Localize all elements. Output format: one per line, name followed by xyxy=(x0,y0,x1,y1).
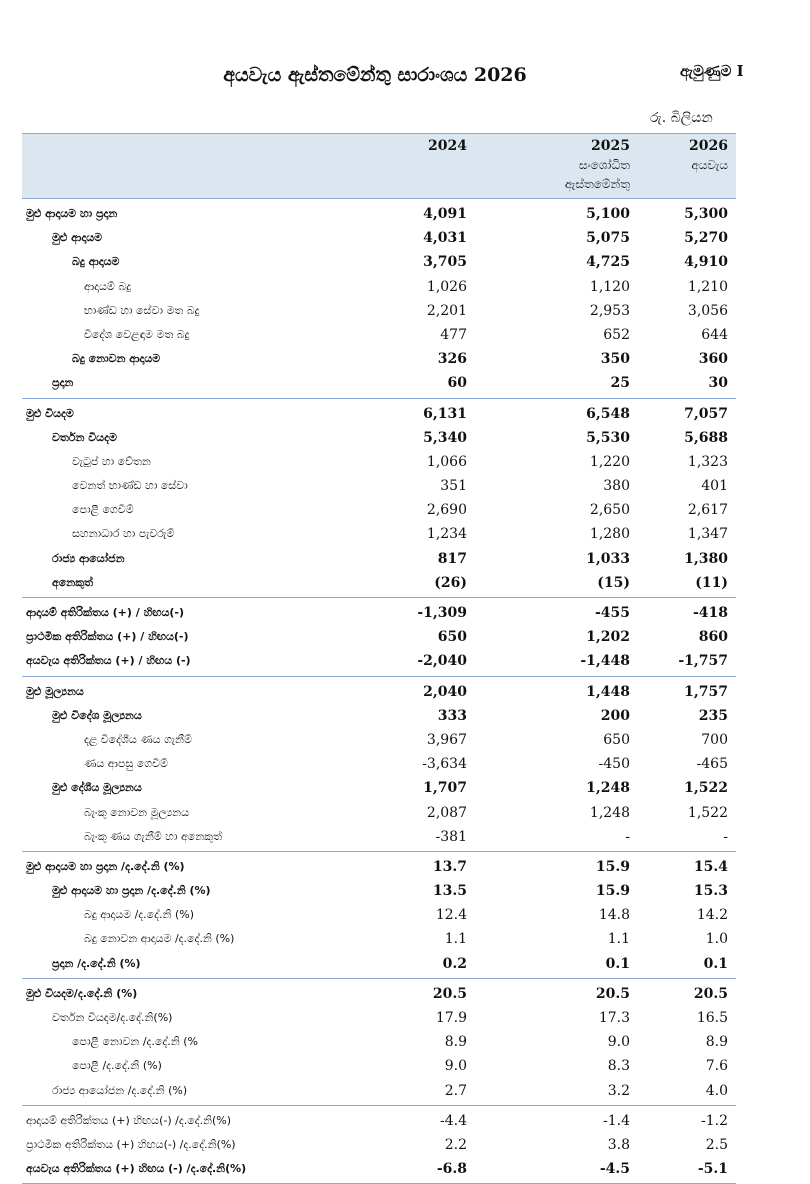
row-label: භාණ්ඩ හා සේවා මත බදු xyxy=(84,303,200,317)
table-row xyxy=(22,347,736,371)
row-value: 3,056 xyxy=(687,302,728,319)
table-row xyxy=(22,323,736,347)
row-value: 5,530 xyxy=(586,429,630,446)
table-row xyxy=(22,1133,736,1157)
row-value: 650 xyxy=(437,629,467,646)
row-value: 3,705 xyxy=(423,254,467,271)
row-value: 4,725 xyxy=(586,254,630,271)
unit-label: රු. බිලියන xyxy=(650,110,713,126)
row-label: ආදායම් අතිරික්තය (+) හිඟය(-) /ද.දේ.නි(%) xyxy=(26,1113,232,1127)
row-value: 12.4 xyxy=(435,907,467,924)
row-value: 20.5 xyxy=(432,985,467,1002)
row-label: මුළු මූල්‍යනය xyxy=(26,684,84,698)
table-row xyxy=(22,1079,736,1103)
table-row xyxy=(22,1006,736,1030)
row-value: -1.2 xyxy=(701,1112,728,1129)
row-value: 3.8 xyxy=(607,1136,630,1153)
row-value: 1,323 xyxy=(687,453,728,470)
row-value: 326 xyxy=(437,351,467,368)
row-value: 0.2 xyxy=(442,955,467,972)
row-value: 235 xyxy=(698,707,728,724)
row-label: දළ විදේශීය ණය ගැනීම් xyxy=(84,732,192,746)
table-row xyxy=(22,982,736,1006)
annex-label: ඇමුණුම I xyxy=(680,62,744,80)
table-header xyxy=(22,133,736,199)
row-value: 477 xyxy=(440,326,467,343)
table-row xyxy=(22,522,736,546)
row-value: 5,075 xyxy=(586,230,630,247)
table-row xyxy=(22,927,736,951)
row-label: අනෙකුත් xyxy=(52,575,94,589)
row-value: 1,026 xyxy=(426,278,467,295)
row-value: (15) xyxy=(597,574,630,591)
row-label: ප්‍රාථමික අතිරික්තය (+) / හිඟය(-) xyxy=(26,630,189,644)
row-value: 1,448 xyxy=(586,683,630,700)
row-value: 15.9 xyxy=(595,858,630,875)
table-row xyxy=(22,571,736,595)
row-value: 1.0 xyxy=(705,931,728,948)
row-value: 13.5 xyxy=(432,883,467,900)
row-label: මුළු වියදම/ද.දේ.නි (%) xyxy=(26,986,138,1000)
row-value: 15.9 xyxy=(595,883,630,900)
row-label: බදු නොවන ආදායම /ද.දේ.නි (%) xyxy=(84,932,235,946)
row-value: 1,347 xyxy=(687,526,728,543)
row-value: 5,300 xyxy=(684,206,728,222)
row-value: 351 xyxy=(440,478,467,495)
row-label: ණය ආපසු ගෙවීම් xyxy=(84,757,168,771)
row-label: ප්‍රදාන xyxy=(52,376,74,390)
table-row xyxy=(22,1109,736,1133)
row-value: -465 xyxy=(696,756,728,773)
row-label: බැංකු නොවන මූල්‍යනය xyxy=(84,805,190,819)
row-label: අයවැය අතිරික්තය (+) / හිඟය (-) xyxy=(26,654,191,668)
row-label: රාජ්‍ය ආයෝජන xyxy=(52,551,125,565)
row-label: මුළු විදේශ මූල්‍යනය xyxy=(52,708,142,722)
table-row xyxy=(22,426,736,450)
row-value: 360 xyxy=(698,351,728,368)
row-value: -4.4 xyxy=(440,1112,467,1129)
row-value: (26) xyxy=(434,574,467,591)
row-label: රාජ්‍ය ආයෝජන /ද.දේ.නි (%) xyxy=(52,1083,188,1097)
table-row xyxy=(22,601,736,625)
table-row xyxy=(22,903,736,927)
header-col-2026: 2026 අයවැය xyxy=(689,138,728,172)
row-value: (11) xyxy=(695,574,728,591)
row-label: ආදායම් අතිරික්තය (+) / හිඟය(-) xyxy=(26,606,185,619)
row-value: -1.4 xyxy=(603,1112,630,1129)
table-row xyxy=(22,879,736,903)
row-value: -1,757 xyxy=(678,653,728,670)
table-row xyxy=(22,547,736,571)
row-label: මුළු ආදායම හා ප්‍රදාන xyxy=(26,207,118,220)
row-value: 15.4 xyxy=(693,858,728,875)
row-value: 17.9 xyxy=(435,1010,467,1026)
row-value: 17.3 xyxy=(598,1010,630,1026)
row-value: - xyxy=(723,828,728,845)
row-value: 1,248 xyxy=(586,780,630,797)
row-value: 5,340 xyxy=(423,429,467,446)
row-value: 1,757 xyxy=(684,683,728,700)
row-value: 4,031 xyxy=(423,230,467,247)
row-value: 1,033 xyxy=(586,550,630,567)
row-value: 8.3 xyxy=(607,1058,630,1075)
row-label: වැටුප් හා වේතන xyxy=(72,454,151,468)
page-title: අයවැය ඇස්තමේන්තු සාරාංශය 2026 xyxy=(223,64,527,86)
header-col-2024: 2024 xyxy=(428,138,467,154)
row-value: -381 xyxy=(435,828,467,845)
row-value: 20.5 xyxy=(693,985,728,1002)
row-label: මුළු ආදායම හා ප්‍රදාන /ද.දේ.නි (%) xyxy=(26,859,185,873)
row-label: මුළු වියදම xyxy=(26,406,74,420)
row-value: 14.8 xyxy=(598,907,630,924)
row-value: -5.1 xyxy=(697,1161,728,1178)
row-value: 6,131 xyxy=(423,405,467,422)
row-value: 8.9 xyxy=(444,1034,467,1051)
table-row xyxy=(22,752,736,776)
row-label: මුළු ආදායම xyxy=(52,231,103,245)
row-value: -455 xyxy=(594,605,630,621)
row-value: 3,967 xyxy=(426,731,467,748)
row-value: 2,650 xyxy=(589,502,630,519)
row-value: 652 xyxy=(603,326,630,343)
table-row xyxy=(22,952,736,976)
table-row xyxy=(22,1030,736,1054)
row-value: 1,066 xyxy=(426,453,467,470)
row-value: -2,040 xyxy=(417,653,467,670)
row-value: 1,220 xyxy=(589,453,630,470)
table-row xyxy=(22,250,736,274)
row-value: -4.5 xyxy=(599,1161,630,1178)
row-value: 60 xyxy=(447,375,467,392)
row-value: 2,201 xyxy=(426,302,467,319)
row-value: 1.1 xyxy=(607,931,630,948)
table-section xyxy=(22,979,736,1106)
row-label: පොළී නොවන /ද.දේ.නි (% xyxy=(72,1035,198,1049)
row-label: වර්තන වියදම/ද.දේ.නි(%) xyxy=(52,1011,173,1024)
row-label: බදු ආදායම /ද.දේ.නි (%) xyxy=(84,908,195,922)
row-value: -1,309 xyxy=(417,605,467,621)
table-row xyxy=(22,402,736,426)
row-value: 2,953 xyxy=(589,302,630,319)
row-value: 5,100 xyxy=(586,206,630,222)
table-section xyxy=(22,399,736,599)
row-value: 3.2 xyxy=(607,1082,630,1099)
row-value: 401 xyxy=(701,478,728,495)
table-row xyxy=(22,728,736,752)
row-value: 2.2 xyxy=(444,1136,467,1153)
row-value: -6.8 xyxy=(436,1161,467,1178)
row-label: ප්‍රදාන /ද.දේ.නි (%) xyxy=(52,956,141,970)
table-row xyxy=(22,275,736,299)
row-label: ආදායම් බදු xyxy=(84,279,132,293)
table-row xyxy=(22,855,736,879)
row-label: වෙනත් භාණ්ඩ හා සේවා xyxy=(72,479,188,493)
row-value: -3,634 xyxy=(422,756,467,773)
row-value: 4,910 xyxy=(684,254,728,271)
row-label: බැංකු ණය ගැනීම් හා අනෙකුත් xyxy=(84,829,223,843)
row-value: 1,120 xyxy=(589,278,630,295)
table-section xyxy=(22,598,736,677)
row-label: අයවැය අතිරික්තය (+) හිඟය (-) /ද.දේ.නි(%) xyxy=(26,1162,247,1176)
table-row xyxy=(22,625,736,649)
row-value: 2.7 xyxy=(444,1082,467,1099)
row-value: 1,522 xyxy=(684,780,728,797)
row-value: 650 xyxy=(603,731,630,748)
row-value: 4,091 xyxy=(423,206,467,222)
budget-summary-table xyxy=(22,133,736,1184)
table-row xyxy=(22,825,736,849)
table-row xyxy=(22,226,736,250)
table-row xyxy=(22,649,736,673)
row-label: බදු නොවන ආදායම xyxy=(72,352,161,366)
row-value: 1,202 xyxy=(586,629,630,646)
row-value: 380 xyxy=(603,478,630,495)
table-row xyxy=(22,371,736,395)
row-value: 30 xyxy=(708,375,728,392)
row-value: 2.5 xyxy=(705,1136,728,1153)
table-row xyxy=(22,1157,736,1181)
table-row xyxy=(22,299,736,323)
row-value: 15.3 xyxy=(693,883,728,900)
row-label: බදු ආදායම xyxy=(72,255,120,269)
table-row xyxy=(22,776,736,800)
table-row xyxy=(22,1054,736,1078)
row-value: 2,087 xyxy=(426,804,467,821)
row-value: 1,248 xyxy=(589,804,630,821)
row-value: 0.1 xyxy=(605,955,630,972)
table-row xyxy=(22,680,736,704)
row-value: 9.0 xyxy=(607,1034,630,1051)
row-value: 2,040 xyxy=(423,683,467,700)
row-value: 200 xyxy=(600,707,630,724)
table-section xyxy=(22,852,736,979)
row-label: වර්තන වියදම xyxy=(52,430,117,444)
row-value: -418 xyxy=(692,605,728,621)
row-value: 700 xyxy=(701,731,728,748)
row-value: 9.0 xyxy=(444,1058,467,1075)
table-section xyxy=(22,199,736,399)
row-value: 8.9 xyxy=(705,1034,728,1051)
row-value: 5,270 xyxy=(684,230,728,247)
row-label: විදේශ වෙළඳාම මත බදු xyxy=(84,327,190,341)
table-body xyxy=(22,199,736,1184)
row-value: 2,617 xyxy=(687,502,728,519)
row-value: 1.1 xyxy=(444,931,467,948)
row-value: -450 xyxy=(598,756,630,773)
row-value: 6,548 xyxy=(586,405,630,422)
row-value: 1,280 xyxy=(589,526,630,543)
row-value: 20.5 xyxy=(595,985,630,1002)
row-value: 1,707 xyxy=(423,780,467,797)
table-row xyxy=(22,450,736,474)
table-section xyxy=(22,677,736,852)
row-value: 25 xyxy=(610,375,630,392)
row-label: මුළු ආදායම හා ප්‍රදාන /ද.දේ.නි (%) xyxy=(52,884,211,898)
row-value: - xyxy=(625,828,630,845)
table-row xyxy=(22,801,736,825)
table-section xyxy=(22,1106,736,1184)
row-value: 14.2 xyxy=(696,907,728,924)
row-value: 817 xyxy=(437,550,467,567)
table-row xyxy=(22,202,736,226)
row-label: පොළී /ද.දේ.නි (%) xyxy=(72,1059,162,1073)
row-value: 1,234 xyxy=(426,526,467,543)
row-value: 7,057 xyxy=(684,405,728,422)
row-label: පොළී ගෙවීම් xyxy=(72,503,134,517)
row-value: 333 xyxy=(437,707,467,724)
row-value: 1,210 xyxy=(687,278,728,295)
row-value: 350 xyxy=(600,351,630,368)
row-value: 0.1 xyxy=(703,955,728,972)
table-row xyxy=(22,498,736,522)
row-value: 7.6 xyxy=(705,1058,728,1075)
row-value: 4.0 xyxy=(705,1082,728,1099)
row-value: 2,690 xyxy=(426,502,467,519)
row-value: 1,522 xyxy=(687,804,728,821)
row-value: 13.7 xyxy=(432,858,467,875)
row-value: 5,688 xyxy=(684,429,728,446)
row-value: 860 xyxy=(698,629,728,646)
row-value: 1,380 xyxy=(684,550,728,567)
row-value: -1,448 xyxy=(580,653,630,670)
row-label: සහනාධාර හා පැවරුම් xyxy=(72,527,175,541)
header-col-2025: 2025 සංශෝධිත ඇස්තමේන්තු xyxy=(564,138,630,191)
row-value: 16.5 xyxy=(696,1010,728,1026)
row-label: ප්‍රාථමික අතිරික්තය (+) හිඟය(-) /ද.දේ.නි(%) xyxy=(26,1137,236,1151)
row-value: 644 xyxy=(701,326,728,343)
table-row xyxy=(22,704,736,728)
table-row xyxy=(22,474,736,498)
row-label: මුළු දේශීය මූල්‍යනය xyxy=(52,781,142,795)
